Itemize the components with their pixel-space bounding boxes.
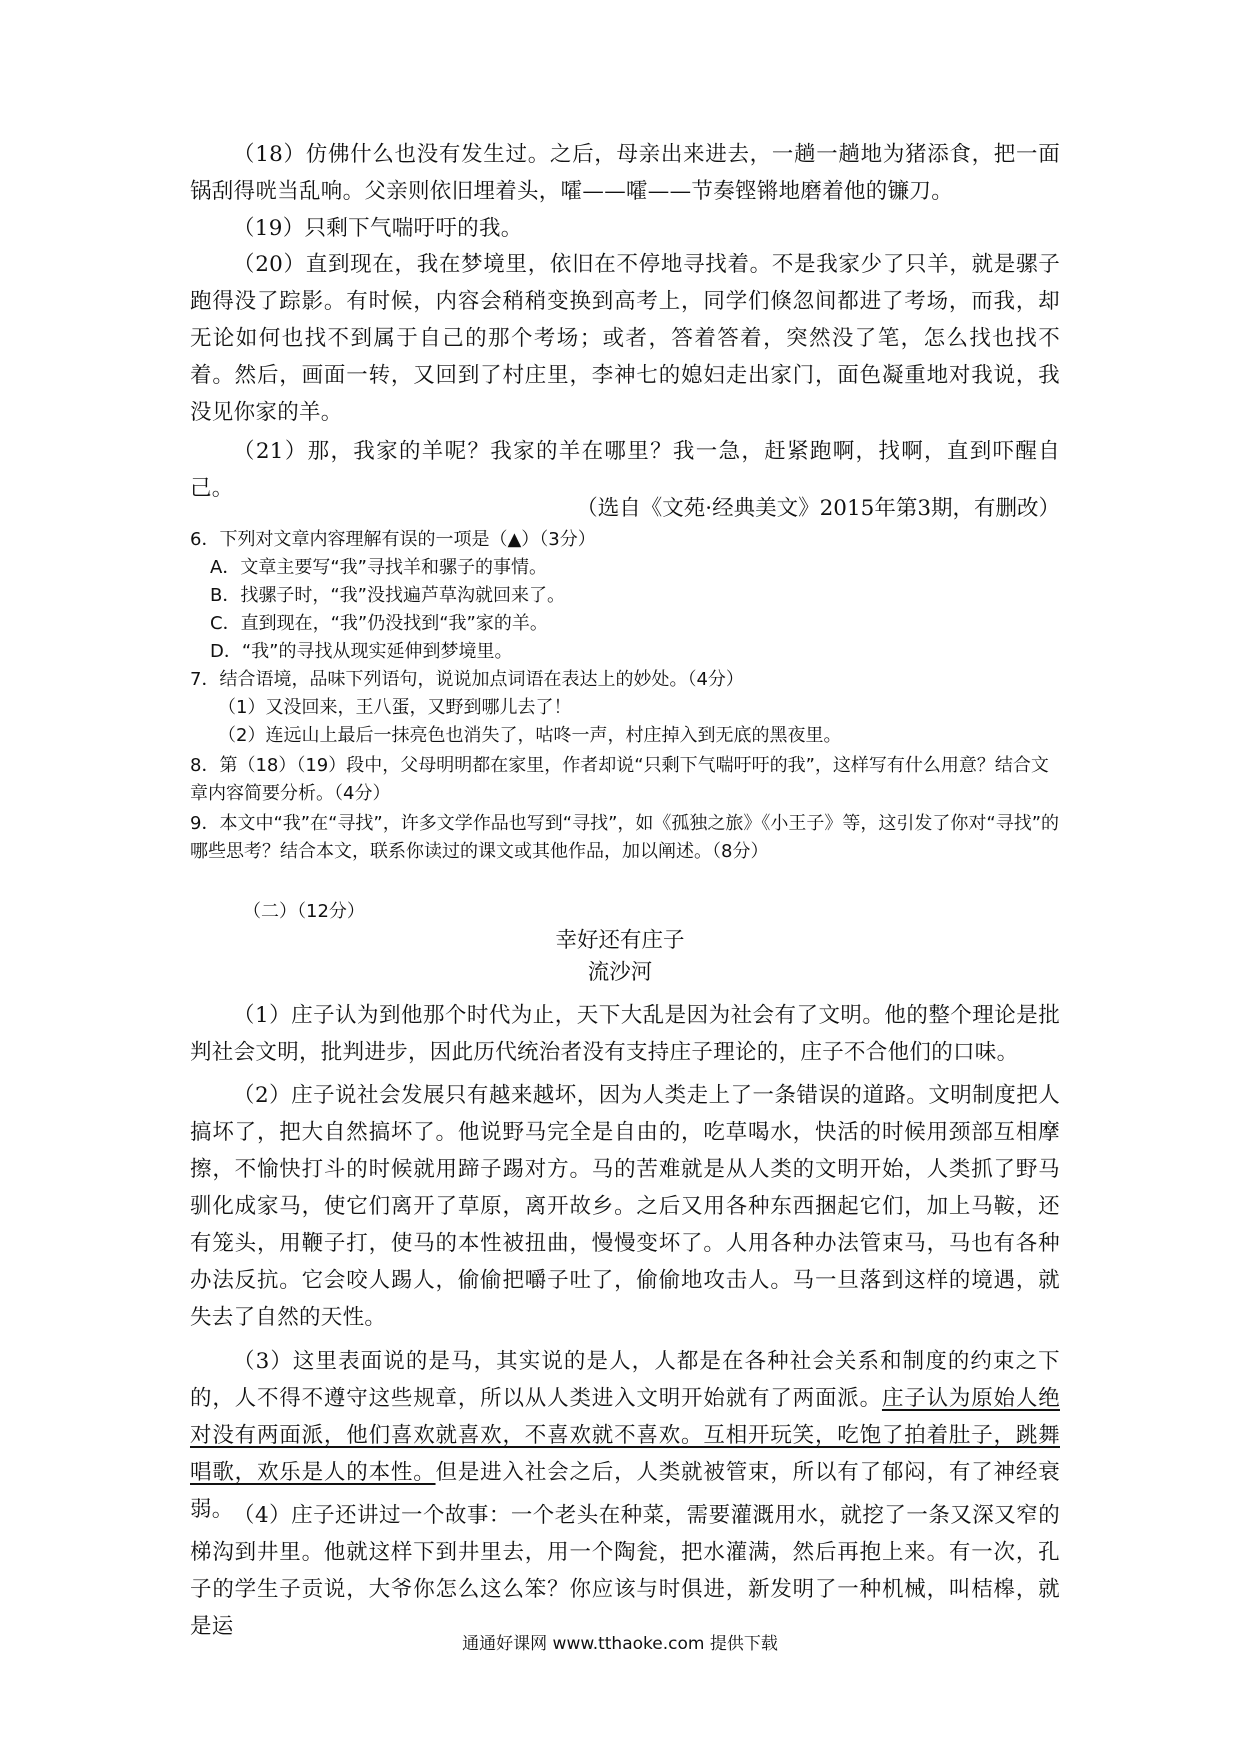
q6-option-a: A．文章主要写“我”寻找羊和骡子的事情。 — [210, 557, 547, 578]
q6-option-d: D．“我”的寻找从现实延伸到梦境里。 — [210, 641, 513, 662]
underlined-sentence: 庄子认为原始人绝对没有两面派，他们喜欢就喜欢，不喜欢就不喜欢。互相开玩笑，吃饱了拍着肚子，跳舞唱歌，欢乐是人的本性。 — [190, 1386, 1060, 1485]
page-footer: 通通好课网 www.tthaoke.com 提供下载 — [462, 1634, 778, 1654]
paragraph-21: （21）那，我家的羊呢？我家的羊在哪里？我一急，赶紧跑啊，找啊，直到吓醒自己。 — [190, 439, 1060, 501]
source-citation: （选自《文苑·经典美文》2015年第3期，有删改） — [576, 496, 1060, 521]
article-paragraph-2: （2）庄子说社会发展只有越来越坏，因为人类走上了一条错误的道路。文明制度把人搞坏了，把大自然搞坏了。他说野马完全是自由的，吃草喝水，快活的时候用颈部互相摩擦，不愉快打斗的时候就用蹄子踢对方。马的苦难就是从人类的文明开始，人类抓了野马驯化成家马，使它们离开了草原，离开故乡。之后又用各种东西捆起它们，加上马鞍，还有笼头，用鞭子打，使马的本性被扭曲，慢慢变坏了。人用各种办法管束马，马也有各种办法反抗。它会咬人踢人，偷偷把嚼子吐了，偷偷地攻击人。马一旦落到这样的境遇，就失去了自然的天性。 — [190, 1083, 1060, 1330]
paragraph-3-text: （3）这里表面说的是马，其实说的是人，人都是在各种社会关系和制度的约束之下的，人不得不遵守这些规章，所以从人类进入文明开始就有了两面派。 — [190, 1349, 1060, 1411]
paragraph-20: （20）直到现在，我在梦境里，依旧在不停地寻找着。不是我家少了只羊，就是骡子跑得没了踪影。有时候，内容会稍稍变换到高考上，同学们倏忽间都进了考场，而我，却无论如何也找不到属于自己的那个考场；或者，答着答着，突然没了笔，怎么找也找不着。然后，画面一转，又回到了村庄里，李神七的媳妇走出家门，面色凝重地对我说，我没见你家的羊。 — [190, 252, 1060, 425]
paragraph-3-tail: 但是进入社会之后，人类就被管束，所以有了郁闷，有了神经衰弱。 — [190, 1460, 1060, 1522]
q6-option-b: B．找骡子时，“我”没找遍芦草沟就回来了。 — [210, 585, 565, 606]
paragraph-18: （18）仿佛什么也没有发生过。之后，母亲出来进去，一趟一趟地为猪添食，把一面锅刮得咣当乱响。父亲则依旧埋着头，嚯——嚯——节奏铿锵地磨着他的镰刀。 — [190, 142, 1060, 204]
article-paragraph-4: （4）庄子还讲过一个故事：一个老头在种菜，需要灌溉用水，就挖了一条又深又窄的梯沟到井里。他就这样下到井里去，用一个陶瓮，把水灌满，然后再抱上来。有一次，孔子的学生子贡说，大爷你怎么这么笨？你应该与时俱进，新发明了一种机械，叫桔槔，就是运 — [190, 1503, 1060, 1639]
question-6: 6．下列对文章内容理解有误的一项是（▲）（3分） — [190, 529, 596, 550]
q6-option-c: C．直到现在，“我”仍没找到“我”家的羊。 — [210, 613, 548, 634]
question-7: 7．结合语境，品味下列语句，说说加点词语在表达上的妙处。（4分） — [190, 669, 744, 690]
article-paragraph-1: （1）庄子认为到他那个时代为止，天下大乱是因为社会有了文明。他的整个理论是批判社会文明，批判进步，因此历代统治者没有支持庄子理论的，庄子不合他们的口味。 — [190, 1003, 1060, 1065]
article-author: 流沙河 — [587, 960, 653, 985]
section-2-header: （二）（12分） — [243, 901, 365, 922]
question-8: 8．第（18）（19）段中，父母明明都在家里，作者却说“只剩下气喘吁吁的我”，这样写有什么用意？结合文章内容简要分析。（4分） — [190, 755, 1049, 804]
q7-item-2: （2）连远山上最后一抹亮色也消失了，咕咚一声，村庄掉入到无底的黑夜里。 — [218, 725, 842, 746]
paragraph-19: （19）只剩下气喘吁吁的我。 — [233, 216, 523, 241]
q7-item-1: （1）又没回来，王八蛋，又野到哪儿去了！ — [218, 697, 572, 718]
question-9: 9．本文中“我”在“寻找”，许多文学作品也写到“寻找”，如《孤独之旅》《小王子》等，这引发了你对“寻找”的哪些思考？结合本文，联系你读过的课文或其他作品，加以阐述。（8分） — [190, 813, 1060, 862]
article-title: 幸好还有庄子 — [555, 928, 685, 953]
